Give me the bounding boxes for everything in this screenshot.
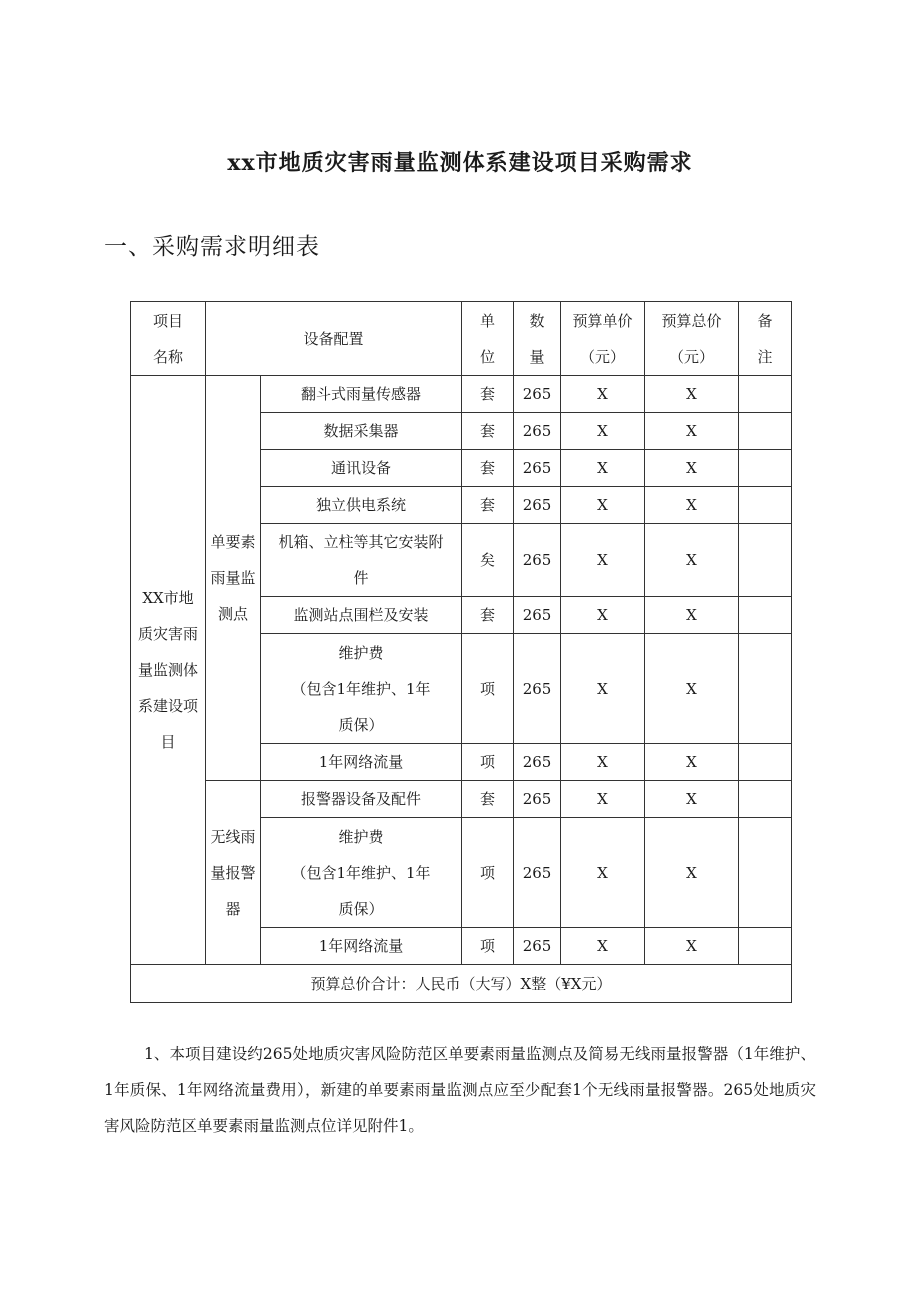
item-total-price: X [645,376,739,413]
item-unit-price: X [561,781,645,818]
item-unit-price: X [561,634,645,744]
item-remark [739,928,792,965]
procurement-table [130,301,792,1003]
item-unit: 套 [462,597,514,634]
item-total-price: X [645,524,739,597]
item-unit: 项 [462,634,514,744]
item-name: 数据采集器 [261,413,462,450]
item-unit-price: X [561,928,645,965]
item-unit-price: X [561,487,645,524]
item-unit-price: X [561,597,645,634]
item-name: 维护费 （包含1年维护、1年 质保） [261,818,462,928]
item-total-price: X [645,597,739,634]
header-project-name: 项目 名称 [131,302,206,376]
item-name: 1年网络流量 [261,928,462,965]
item-total-price: X [645,450,739,487]
section-heading: 一、采购需求明细表 [104,234,320,260]
item-unit-price: X [561,413,645,450]
item-qty: 265 [514,928,561,965]
item-remark [739,818,792,928]
body-paragraph: 1、本项目建设约265处地质灾害风险防范区单要素雨量监测点及简易无线雨量报警器（1年维护、1年质保、1年网络流量费用），新建的单要素雨量监测点应至少配套1个无线雨量报警器。265处地质灾害风险防范区单要素雨量监测点位详见附件1。 [104,1045,816,1135]
item-total-price: X [645,487,739,524]
item-unit: 套 [462,781,514,818]
item-name: 机箱、立柱等其它安装附 件 [261,524,462,597]
item-unit: 矣 [462,524,514,597]
table-total-row [131,965,792,1003]
item-qty: 265 [514,487,561,524]
item-unit-price: X [561,376,645,413]
item-qty: 265 [514,597,561,634]
table-row [131,781,792,818]
item-total-price: X [645,744,739,781]
header-remark: 备 注 [739,302,792,376]
item-qty: 265 [514,781,561,818]
group-wireless-alarm: 无线雨 量报警 器 [206,781,261,965]
item-total-price: X [645,928,739,965]
item-unit: 套 [462,376,514,413]
item-name: 通讯设备 [261,450,462,487]
table-header-row [131,302,792,376]
budget-total: 预算总价合计：人民币（大写）X整（¥X元） [131,965,792,1003]
item-qty: 265 [514,376,561,413]
item-qty: 265 [514,818,561,928]
header-total-price: 预算总价 （元） [645,302,739,376]
item-remark [739,487,792,524]
item-remark [739,524,792,597]
header-quantity: 数 量 [514,302,561,376]
item-total-price: X [645,634,739,744]
header-unit: 单 位 [462,302,514,376]
item-total-price: X [645,413,739,450]
item-name: 翻斗式雨量传感器 [261,376,462,413]
item-remark [739,744,792,781]
item-qty: 265 [514,413,561,450]
item-unit: 套 [462,450,514,487]
item-remark [739,376,792,413]
item-unit-price: X [561,744,645,781]
item-total-price: X [645,781,739,818]
item-unit: 项 [462,818,514,928]
item-name: 1年网络流量 [261,744,462,781]
item-remark [739,781,792,818]
item-unit-price: X [561,818,645,928]
item-qty: 265 [514,524,561,597]
header-unit-price: 预算单价 （元） [561,302,645,376]
project-name-cell: XX市地 质灾害雨 量监测体 系建设项 目 [131,376,206,965]
item-name: 报警器设备及配件 [261,781,462,818]
item-total-price: X [645,818,739,928]
page-title: xx市地质灾害雨量监测体系建设项目采购需求 [227,150,693,176]
item-name: 监测站点围栏及安装 [261,597,462,634]
table-row [131,376,792,413]
item-remark [739,413,792,450]
item-unit: 套 [462,413,514,450]
item-remark [739,634,792,744]
group-single-element-station: 单要素 雨量监 测点 [206,376,261,781]
item-remark [739,450,792,487]
item-name: 维护费 （包含1年维护、1年 质保） [261,634,462,744]
item-qty: 265 [514,450,561,487]
item-unit-price: X [561,450,645,487]
item-remark [739,597,792,634]
item-qty: 265 [514,634,561,744]
item-unit: 套 [462,487,514,524]
item-name: 独立供电系统 [261,487,462,524]
item-qty: 265 [514,744,561,781]
item-unit: 项 [462,928,514,965]
item-unit: 项 [462,744,514,781]
item-unit-price: X [561,524,645,597]
header-config: 设备配置 [206,302,462,376]
